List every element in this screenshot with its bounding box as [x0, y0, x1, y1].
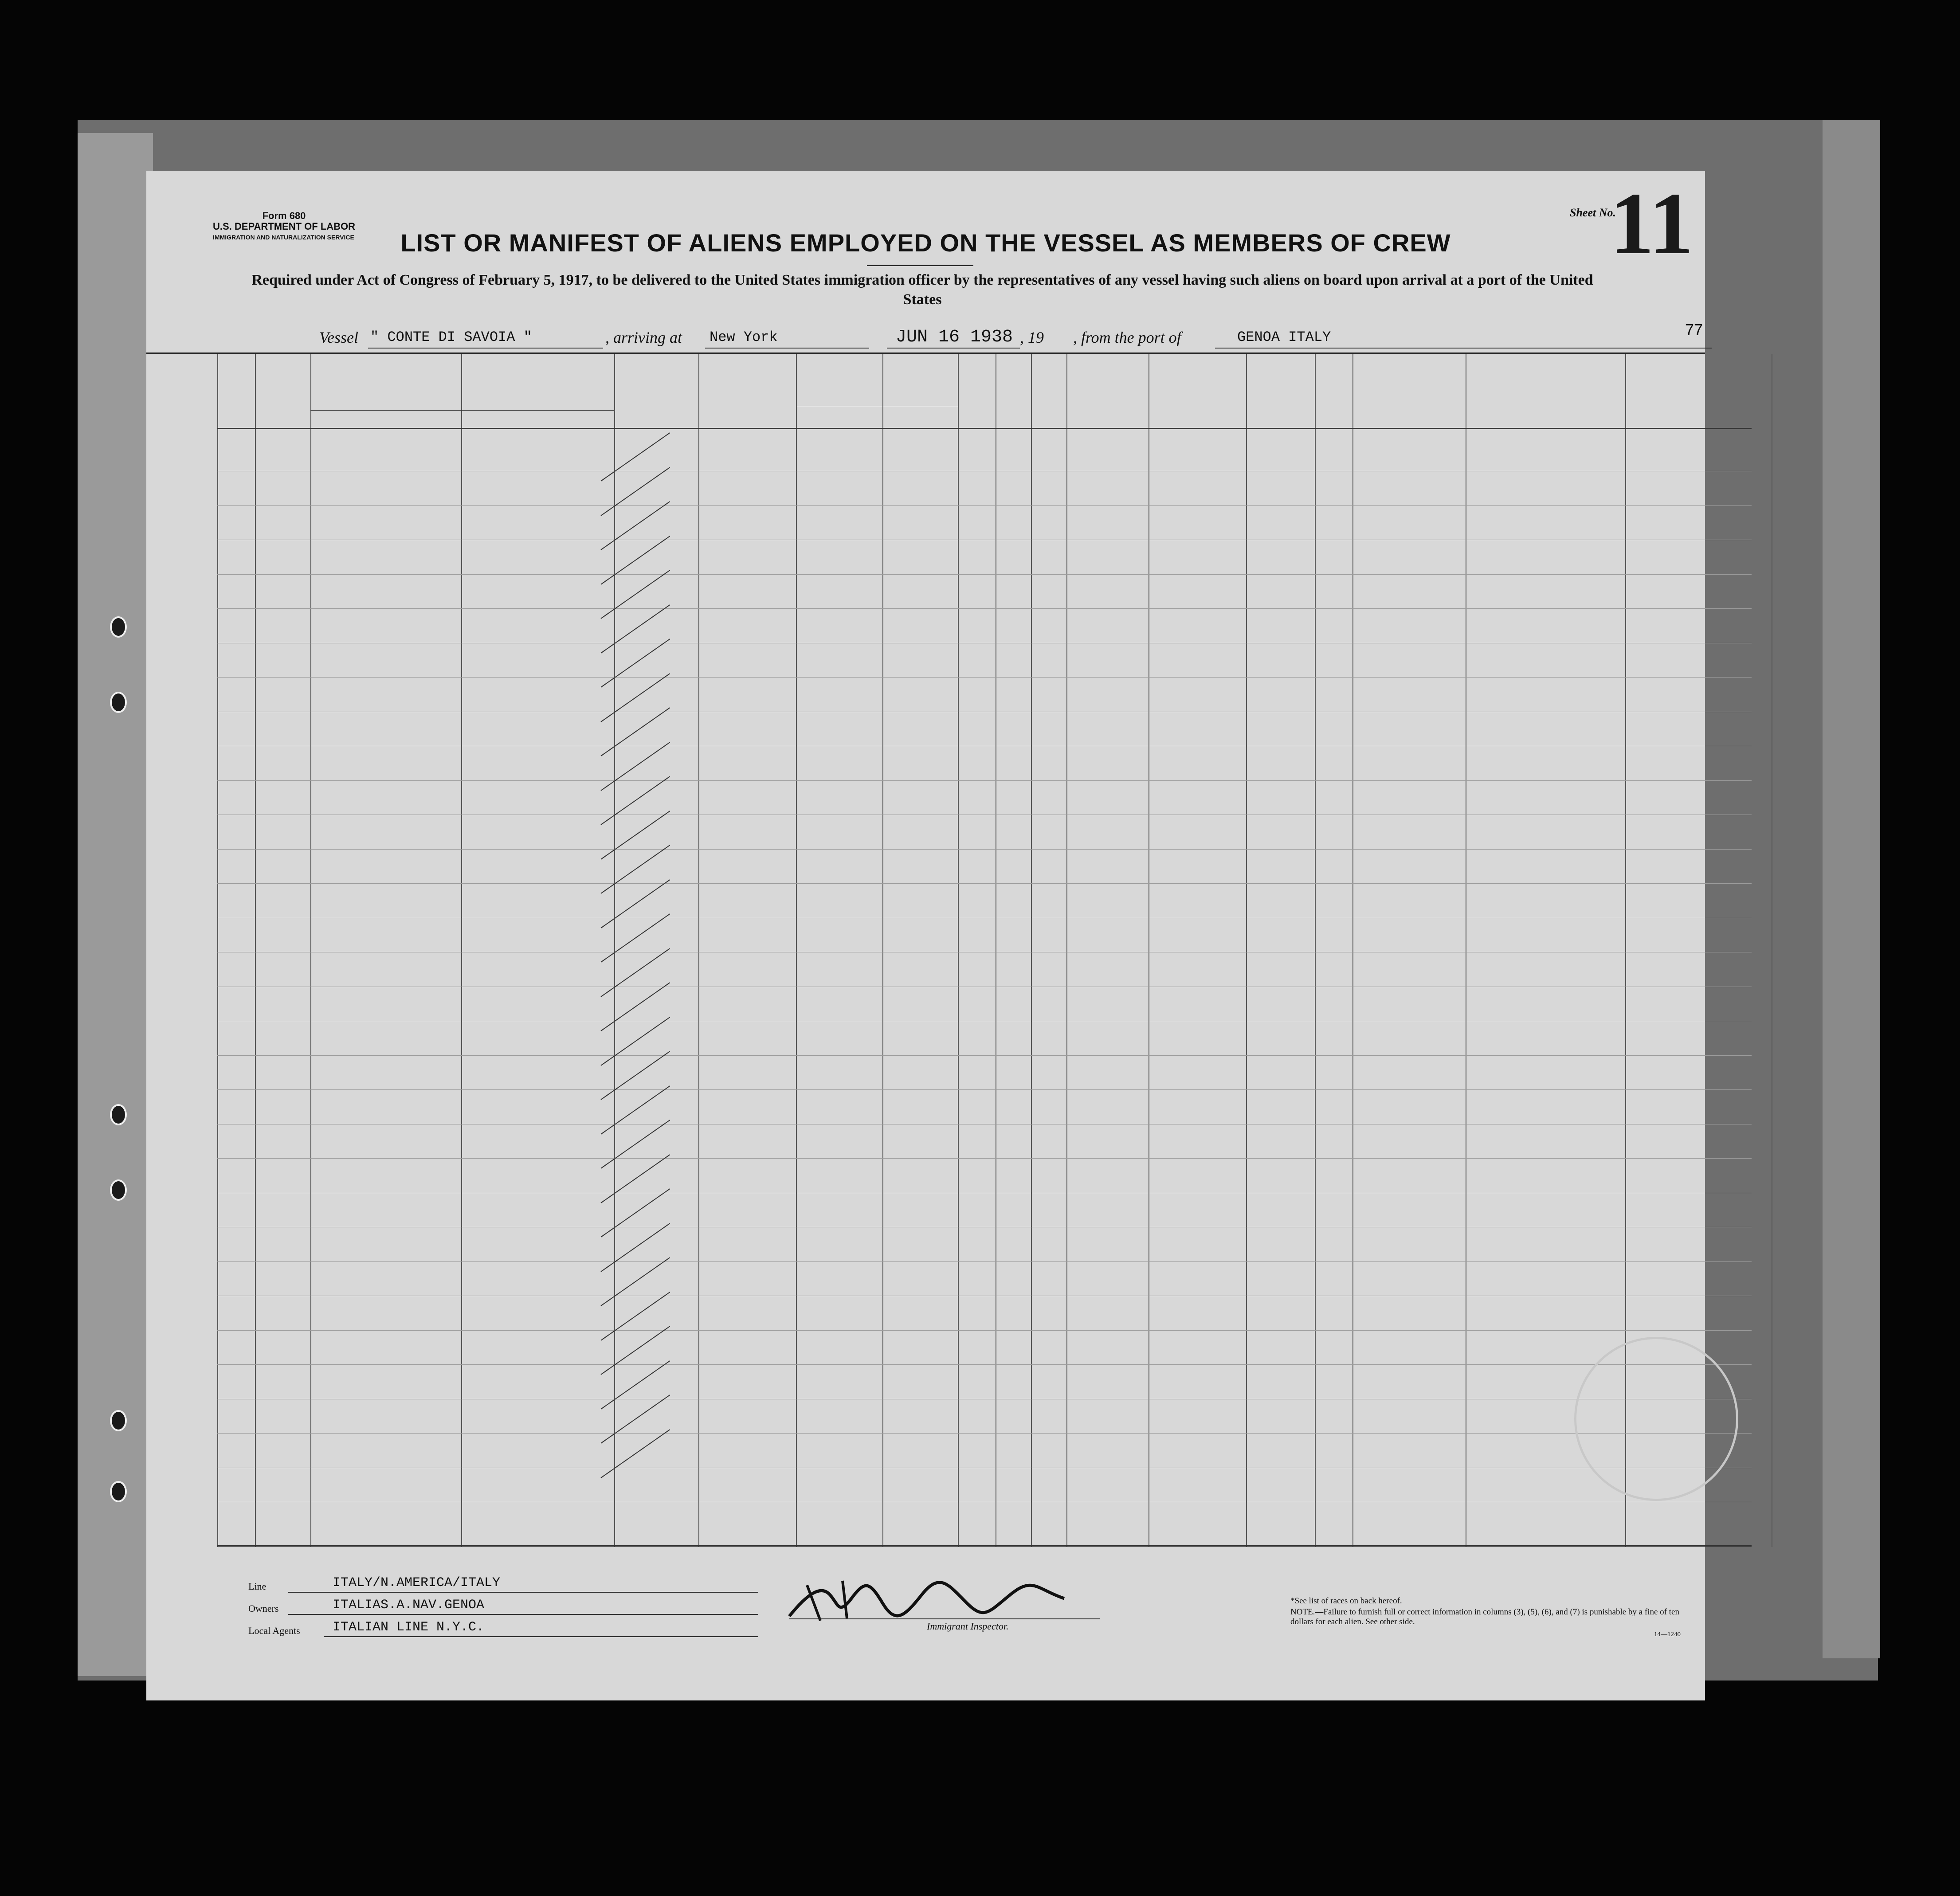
footer-owners-label: Owners [248, 1603, 279, 1614]
departure-port: GENOA ITALY [1237, 329, 1331, 345]
column-rule [614, 354, 615, 1547]
column-rule [882, 354, 883, 1547]
date-stamp: JUN 16 1938 [896, 327, 1013, 347]
form-number: Form 680 U.S. DEPARTMENT OF LABOR IMMIGRATION AND NATURALIZATION SERVICE [213, 210, 356, 241]
back-sheet-edge [1823, 120, 1880, 1658]
embossed-seal [1574, 1337, 1738, 1501]
column-rule [1315, 354, 1316, 1547]
footnote-penalty: NOTE.—Failure to furnish full or correct information in columns (3), (5), (6), and (7) is punishable by a fine of ten dollars for each alien. See other side. [1290, 1607, 1679, 1626]
footer-agents: ITALIAN LINE N.Y.C. [333, 1620, 485, 1635]
sheet-label: Sheet No. [1570, 206, 1616, 219]
column-rule [958, 354, 959, 1547]
page-number: 77 [1685, 321, 1703, 339]
inspector-label: Immigrant Inspector. [927, 1621, 1009, 1632]
row-rule [217, 574, 1752, 575]
footer-line: ITALY/N.AMERICA/ITALY [333, 1575, 501, 1590]
row-rule [217, 1158, 1752, 1159]
punch-hole [110, 1179, 127, 1201]
punch-hole [110, 1104, 127, 1125]
arrival-port: New York [710, 329, 778, 345]
page-title: LIST OR MANIFEST OF ALIENS EMPLOYED ON THE VESSEL AS MEMBERS OF CREW [400, 229, 1451, 257]
column-rule [255, 354, 256, 1547]
punch-hole [110, 1410, 127, 1431]
vessel-label: Vessel [319, 329, 358, 346]
column-rule [461, 354, 462, 1547]
footer-owners: ITALIAS.A.NAV.GENOA [333, 1598, 485, 1613]
column-rule [1031, 354, 1032, 1547]
form-code: 14—1240 [1654, 1631, 1681, 1638]
year-label: , 19 [1020, 329, 1044, 346]
vessel-line [319, 328, 1721, 350]
header-bottom-rule [217, 428, 1752, 429]
inspector-signature [780, 1567, 1091, 1630]
sheet-number: 11 [1610, 175, 1693, 273]
row-rule [217, 1261, 1752, 1262]
row-rule [217, 1433, 1752, 1434]
column-rule [698, 354, 699, 1547]
column-rule [1246, 354, 1247, 1547]
back-sheet-left [78, 133, 153, 1676]
footer-agents-label: Local Agents [248, 1625, 300, 1636]
arriving-label: , arriving at [605, 329, 682, 346]
column-rule [310, 354, 311, 1547]
footnote-races: *See list of races on back hereof. [1290, 1596, 1402, 1606]
punch-hole [110, 692, 127, 713]
column-rule [217, 354, 218, 1547]
column-rule [796, 354, 797, 1547]
row-rule [217, 1089, 1752, 1090]
punch-hole [110, 1481, 127, 1502]
table-bottom-rule [217, 1545, 1752, 1547]
row-rule [217, 505, 1752, 506]
row-rule [217, 849, 1752, 850]
punch-hole [110, 616, 127, 638]
row-rule [217, 677, 1752, 678]
column-rule [1352, 354, 1353, 1547]
row-rule [217, 1055, 1752, 1056]
page-subtitle: Required under Act of Congress of February 5, 1917, to be delivered to the United States immigration officer by the representatives of any vessel having such aliens on board upon arrival at a port of the United States [251, 272, 1593, 308]
name-subheader-rule [310, 410, 614, 411]
row-rule [217, 883, 1752, 884]
manifest-sheet [146, 171, 1705, 1700]
footer-line-label: Line [248, 1581, 267, 1592]
port-label: , from the port of [1073, 329, 1181, 346]
row-rule [217, 608, 1752, 609]
title-rule [867, 265, 973, 266]
row-rule [217, 780, 1752, 781]
column-rule [1066, 354, 1067, 1547]
table-top-rule [146, 353, 1705, 354]
row-rule [217, 1330, 1752, 1331]
row-rule [217, 1364, 1752, 1365]
vessel-name: " CONTE DI SAVOIA " [370, 329, 532, 345]
